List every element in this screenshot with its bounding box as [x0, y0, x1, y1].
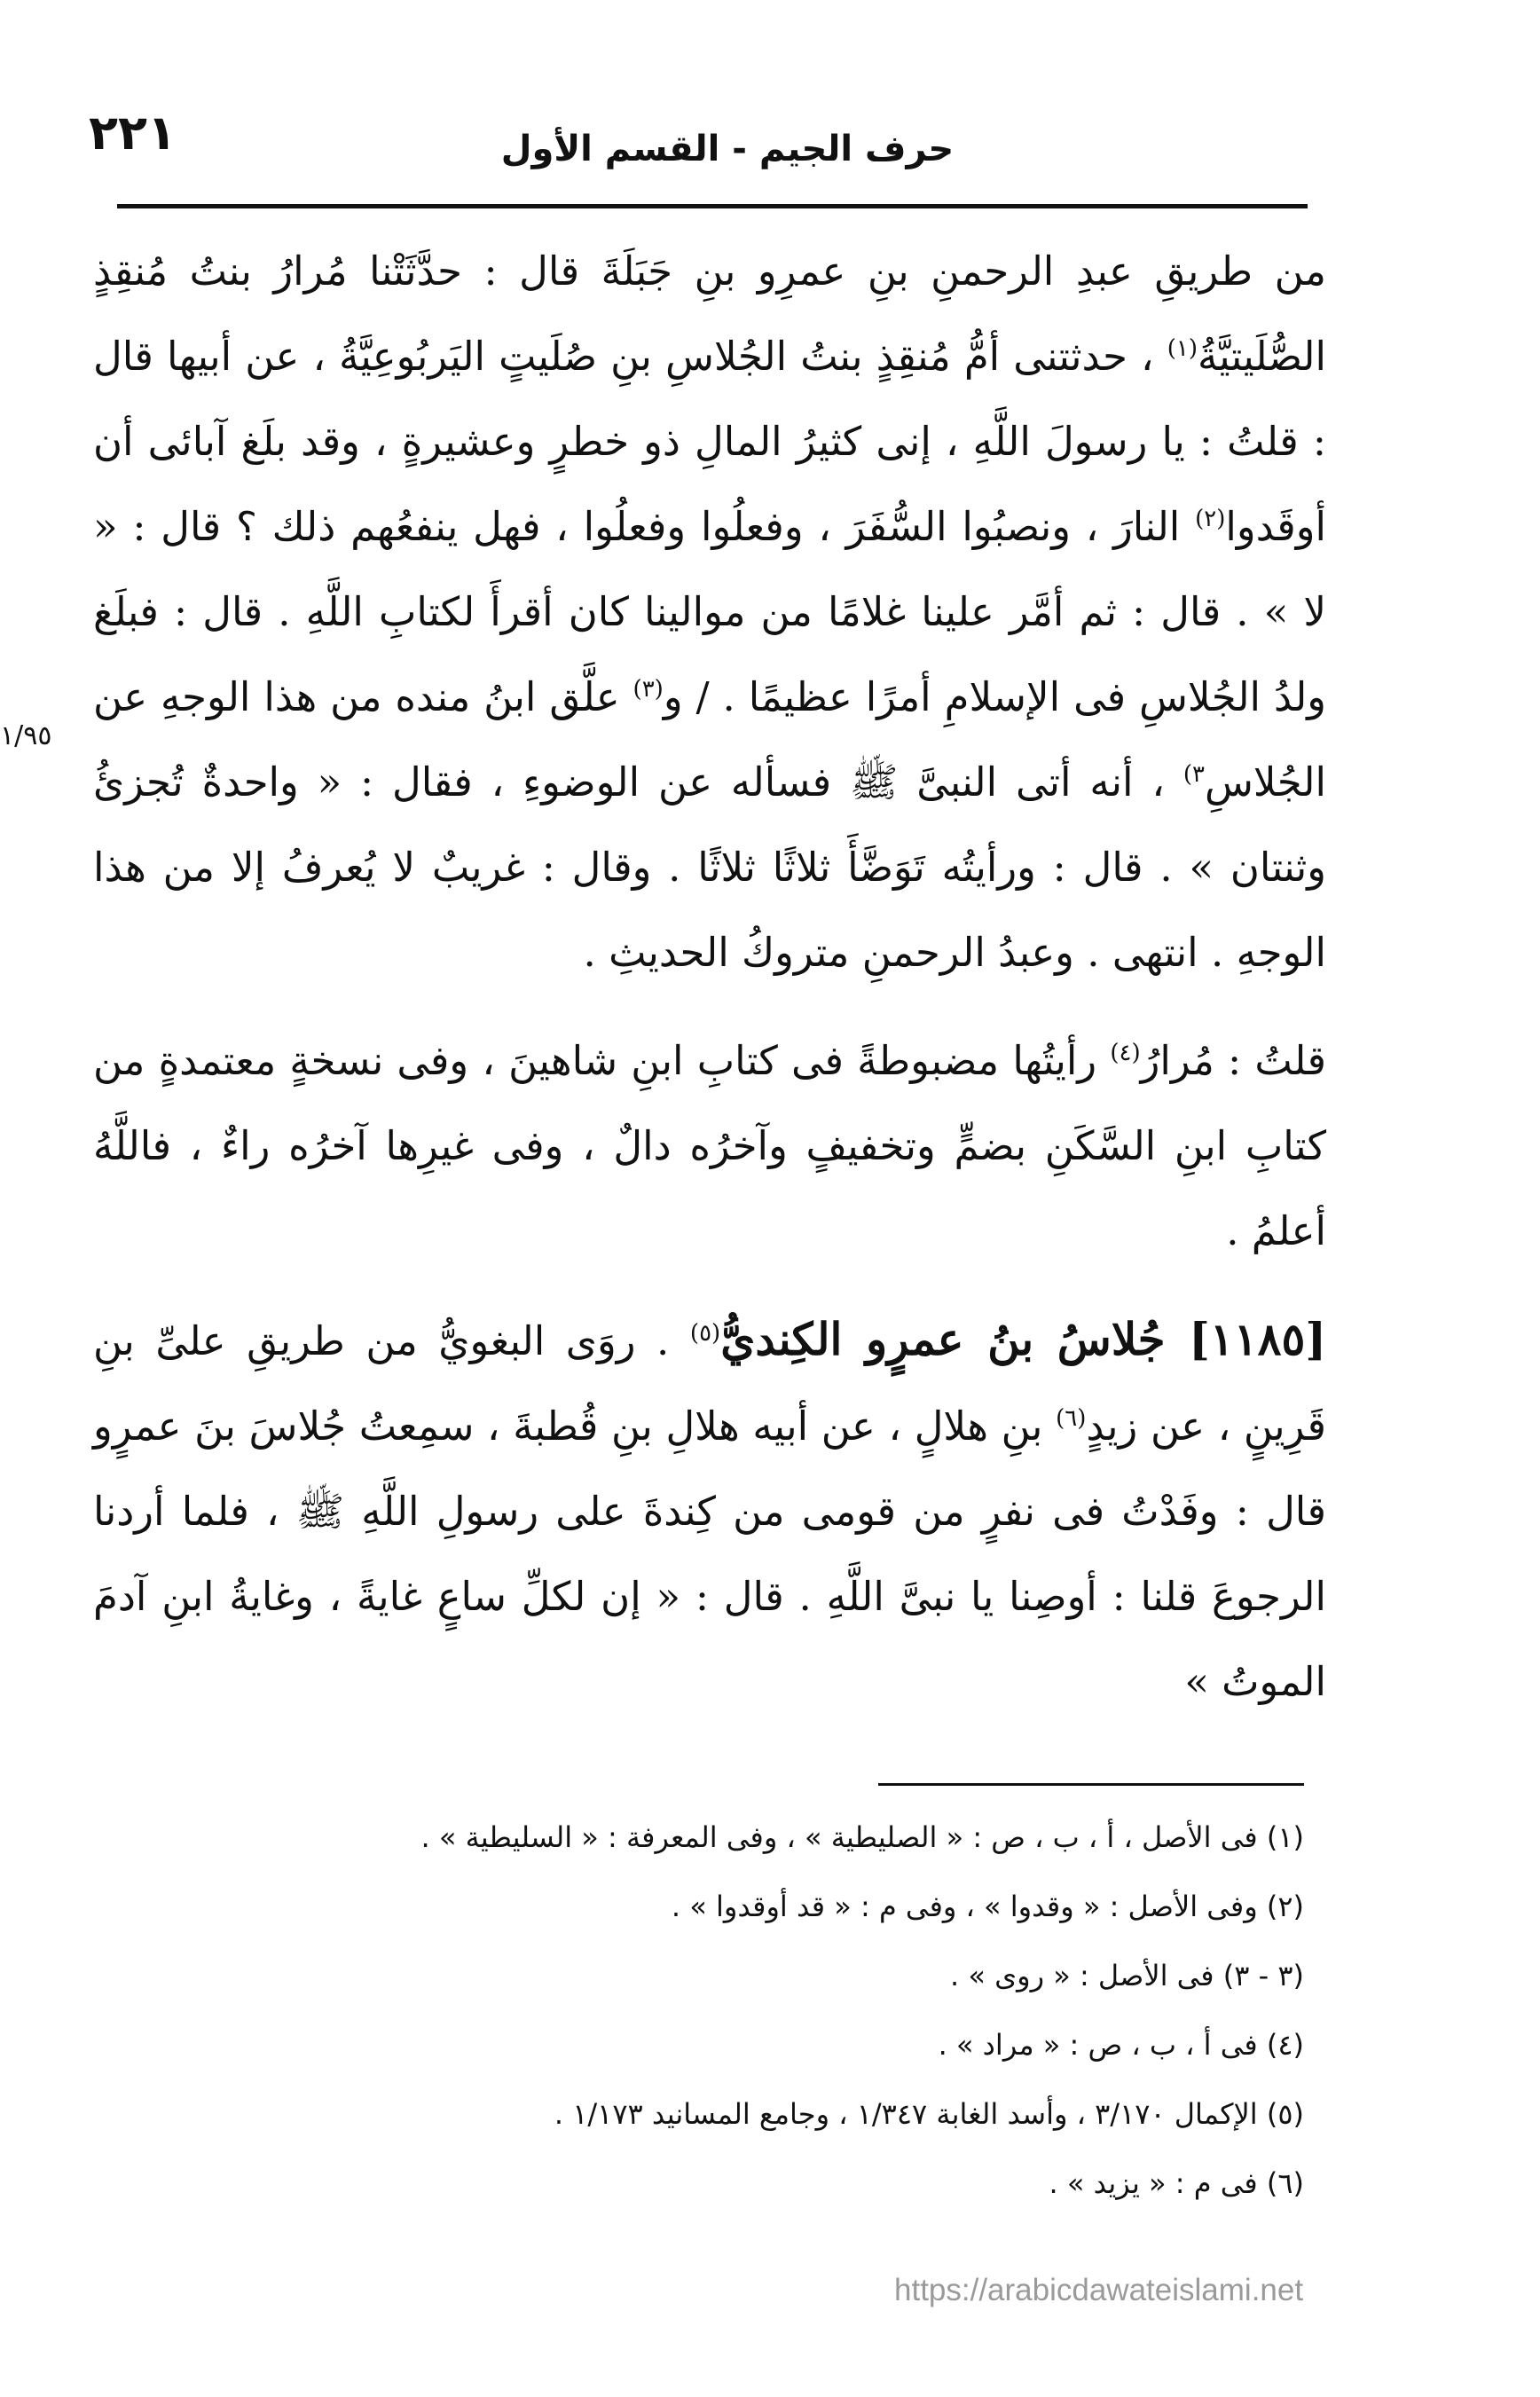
text-line: عن الوضوءِ ، فقال : « واحدةٌ تُجزئُ وثنتان » . قال : ورأيتُه تَوَضَّأَ ثلاثًا ثلاثًا . — [93, 758, 1326, 891]
text-line: غلامًا من موالينا كان أقرأَ لكتابِ اللَّهِ . قال : فبلَغ ولدُ الجُلاسِ فى الإسلامِ أمرًا — [93, 588, 1327, 720]
footnote-marker: (٢) — [1195, 506, 1226, 532]
footnote-6: (٦) فى م : « يزيد » . — [1049, 2166, 1304, 2200]
text-line: وقال : غريبٌ لا يُعرفُ إلا من هذا الوجهِ . انتهى . وعبدُ الرحمنِ متروكُ الحديثِ . — [93, 844, 1326, 976]
footnote-3: (٣ - ٣) فى الأصل : « روى » . — [949, 1959, 1304, 1992]
paragraph-3 — [93, 1297, 1326, 1725]
text-line: النارَ ، ونصبُوا السُّفَرَ ، وفعلُوا وفعلُوا ، فهل ينفعُهم ذلك ؟ قال : « لا » . قال : ثم أمَّر علينا — [93, 503, 1326, 635]
text-line: رأيتُها مضبوطةً فى كتابِ ابنِ شاهينَ ، وفى نسخةٍ معتمدةٍ من كتابِ ابنِ السَّكَنِ بضمٍّ وتخفيفٍ وآخرُه دالٌ ، وفى غيرِها آخرُه راءٌ ، فاللَّهُ أعلمُ . — [93, 1037, 1326, 1254]
footnote-marker: (٥) — [689, 1320, 721, 1347]
footnotes — [266, 1803, 1304, 2218]
text-line: عظيمًا . / و — [663, 673, 852, 720]
text-line: من طريقِ عبدِ الرحمنِ بنِ عمرِو بنِ جَبَلَةَ قال : حدَّثَتْنا مُرارُ بنتُ مُنقِذٍ الصُّلَيتيَّةُ — [93, 248, 1326, 380]
page-number: ٢٢١ — [89, 105, 177, 161]
paragraph-1 — [93, 229, 1326, 995]
text-line: رسولَ اللَّهِ ، إنى كثيرُ المالِ ذو خطرٍ وعشيرةٍ ، وقد بلَغ آبائى أن أوقَدوا — [93, 418, 1326, 550]
footnote-marker: (٦) — [1056, 1405, 1087, 1432]
footnote-marker: ٣) — [1182, 761, 1205, 788]
margin-note: ١/٩٥ — [0, 720, 52, 751]
footnote-5: (٥) الإكمال ٣/١٧٠ ، وأسد الغابة ١/٣٤٧ ، وجامع المسانيد ١/١٧٣ . — [554, 2097, 1304, 2131]
text-line: . روَى البغويُّ من طريقِ علىِّ بنِ قَرِينٍ ، عن زيدٍ — [93, 1317, 1327, 1450]
running-head: حرف الجيم - القسم الأول — [500, 129, 955, 169]
footnote-1: (١) فى الأصل ، أ ، ب ، ص : « الصليطية » ، وفى المعرفة : « السليطية » . — [420, 1820, 1304, 1854]
footnote-4: (٤) فى أ ، ب ، ص : « مراد » . — [938, 2028, 1304, 2062]
footnote-marker: (٤) — [1110, 1040, 1141, 1066]
main-text — [93, 229, 1326, 1725]
text-line: علَّق ابنُ منده من هذا الوجهِ عن الجُلاسِ — [93, 673, 1326, 806]
header-rule — [117, 204, 1308, 208]
text-line: قلتُ : مُرارُ — [1140, 1037, 1326, 1084]
paragraph-2 — [93, 1018, 1326, 1274]
text-line: ، أنه أتى النبىَّ ﷺ فسأله — [730, 758, 1165, 806]
footnote-marker: (٣) — [632, 676, 664, 703]
footnote-rule — [878, 1783, 1304, 1786]
watermark-url: https://arabicdawateislami.net — [894, 2273, 1304, 2307]
footnote-marker: (١) — [1167, 335, 1198, 362]
footnote-2: (٢) وفى الأصل : « وقدوا » ، وفى م : « قد أوقدوا » . — [671, 1890, 1304, 1923]
entry-title: [١١٨٥] جُلاسُ بنُ عمرٍو الكِنديُّ — [720, 1313, 1326, 1365]
text-line: بنِ هلالٍ ، عن أبيه هلالِ بنِ قُطبةَ ، سمِعتُ جُلاسَ بنَ عمرٍو قال : وفَدْتُ فى نفرٍ من قومى من كِندةَ على رسولِ اللَّهِ ﷺ ، فلما أردنا الرجوعَ قلنا : أوصِنا يا نبىَّ اللَّهِ . قال : « إن لكلِّ ساعٍ غايةً ، وغايةُ ابنِ آدمَ الموتُ » — [93, 1403, 1326, 1705]
text-line: ، حدثتنى أمُّ مُنقِذٍ بنتُ الجُلاسِ بنِ صُلَيتٍ اليَربُوعِيَّةُ ، عن أبيها قال : قلتُ : يا — [93, 333, 1326, 465]
